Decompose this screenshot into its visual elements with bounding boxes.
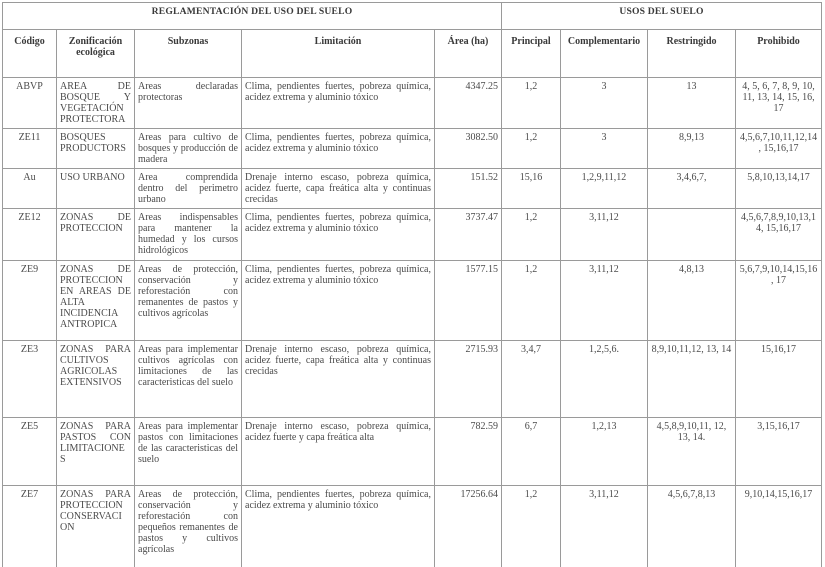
cell-zonificacion: USO URBANO bbox=[57, 169, 135, 209]
cell-limitacion: Clima, pendientes fuertes, pobreza química, acidez extrema y aluminio tóxico bbox=[242, 78, 435, 129]
cell-restringido: 4,5,6,7,8,13 bbox=[648, 486, 736, 567]
column-header-prohibido: Prohibido bbox=[736, 30, 822, 78]
column-header-limitacion: Limitación bbox=[242, 30, 435, 78]
column-header-subzonas: Subzonas bbox=[135, 30, 242, 78]
table-row bbox=[3, 209, 822, 261]
cell-principal: 6,7 bbox=[502, 418, 561, 486]
cell-area: 17256.64 bbox=[435, 486, 502, 567]
cell-area: 4347.25 bbox=[435, 78, 502, 129]
cell-complementario: 3 bbox=[561, 78, 648, 129]
cell-zonificacion: ZONAS DE PROTECCION EN AREAS DE ALTA INCIDENCIA ANTROPICA bbox=[57, 261, 135, 341]
group-header-usos: USOS DEL SUELO bbox=[502, 3, 822, 30]
cell-zonificacion: BOSQUES PRODUCTORS bbox=[57, 129, 135, 169]
table-row bbox=[3, 418, 822, 486]
column-header-principal: Principal bbox=[502, 30, 561, 78]
cell-prohibido: 4,5,6,7,8,9,10,13,14, 15,16,17 bbox=[736, 209, 822, 261]
group-header-reglamentacion: REGLAMENTACIÓN DEL USO DEL SUELO bbox=[3, 3, 502, 30]
cell-restringido: 8,9,10,11,12, 13, 14 bbox=[648, 341, 736, 418]
cell-subzonas: Areas de protección, conservación y reforestación con remanentes de pastos y cultivos agrícolas bbox=[135, 261, 242, 341]
column-header-zonificacion: Zonificación ecológica bbox=[57, 30, 135, 78]
cell-subzonas: Area comprendida dentro del perimetro urbano bbox=[135, 169, 242, 209]
cell-subzonas: Areas de protección, conservación y reforestación con pequeños remanentes de pastos y cultivos agrícolas bbox=[135, 486, 242, 567]
cell-principal: 1,2 bbox=[502, 78, 561, 129]
cell-zonificacion: ZONAS PARA CULTIVOS AGRICOLAS EXTENSIVOS bbox=[57, 341, 135, 418]
cell-codigo: ZE7 bbox=[3, 486, 57, 567]
cell-zonificacion: AREA DE BOSQUE Y VEGETACIÓN PROTECTORA bbox=[57, 78, 135, 129]
cell-area: 3082.50 bbox=[435, 129, 502, 169]
cell-restringido: 4,8,13 bbox=[648, 261, 736, 341]
cell-zonificacion: ZONAS PARA PROTECCION CONSERVACI ON bbox=[57, 486, 135, 567]
cell-limitacion: Drenaje interno escaso, pobreza química, acidez fuerte, capa freática alta y continuas crecidas bbox=[242, 341, 435, 418]
cell-complementario: 3,11,12 bbox=[561, 261, 648, 341]
cell-limitacion: Clima, pendientes fuertes, pobreza química, acidez extrema y aluminio tóxico bbox=[242, 486, 435, 567]
column-header-complementario: Complementario bbox=[561, 30, 648, 78]
cell-complementario: 3 bbox=[561, 129, 648, 169]
table-row bbox=[3, 169, 822, 209]
cell-codigo: ZE9 bbox=[3, 261, 57, 341]
cell-principal: 1,2 bbox=[502, 486, 561, 567]
cell-principal: 1,2 bbox=[502, 129, 561, 169]
cell-prohibido: 4, 5, 6, 7, 8, 9, 10, 11, 13, 14, 15, 16, 17 bbox=[736, 78, 822, 129]
cell-codigo: Au bbox=[3, 169, 57, 209]
column-header-codigo: Código bbox=[3, 30, 57, 78]
group-header-row bbox=[3, 3, 822, 30]
cell-codigo: ABVP bbox=[3, 78, 57, 129]
column-header-row bbox=[3, 30, 822, 78]
cell-codigo: ZE3 bbox=[3, 341, 57, 418]
cell-restringido: 4,5,8,9,10,11, 12, 13, 14. bbox=[648, 418, 736, 486]
cell-restringido: 13 bbox=[648, 78, 736, 129]
cell-codigo: ZE5 bbox=[3, 418, 57, 486]
cell-principal: 3,4,7 bbox=[502, 341, 561, 418]
cell-restringido: 8,9,13 bbox=[648, 129, 736, 169]
cell-principal: 15,16 bbox=[502, 169, 561, 209]
table-row bbox=[3, 486, 822, 567]
cell-limitacion: Clima, pendientes fuertes, pobreza química, acidez extrema y aluminio tóxico bbox=[242, 261, 435, 341]
table-row bbox=[3, 261, 822, 341]
cell-area: 1577.15 bbox=[435, 261, 502, 341]
column-header-restringido: Restringido bbox=[648, 30, 736, 78]
cell-subzonas: Areas para implementar cultivos agrícolas con limitaciones de las caracteristicas del suelo bbox=[135, 341, 242, 418]
cell-codigo: ZE12 bbox=[3, 209, 57, 261]
cell-limitacion: Clima, pendientes fuertes, pobreza química, acidez extrema y aluminio tóxico bbox=[242, 209, 435, 261]
table-row bbox=[3, 129, 822, 169]
column-header-area: Área (ha) bbox=[435, 30, 502, 78]
cell-zonificacion: ZONAS PARA PASTOS CON LIMITACIONE S bbox=[57, 418, 135, 486]
cell-codigo: ZE11 bbox=[3, 129, 57, 169]
cell-limitacion: Drenaje interno escaso, pobreza química, acidez fuerte y capa freática alta bbox=[242, 418, 435, 486]
cell-limitacion: Drenaje interno escaso, pobreza química, acidez fuerte, capa freática alta y continuas crecidas bbox=[242, 169, 435, 209]
cell-prohibido: 15,16,17 bbox=[736, 341, 822, 418]
cell-complementario: 1,2,5,6. bbox=[561, 341, 648, 418]
cell-prohibido: 5,8,10,13,14,17 bbox=[736, 169, 822, 209]
cell-principal: 1,2 bbox=[502, 209, 561, 261]
cell-zonificacion: ZONAS DE PROTECCION bbox=[57, 209, 135, 261]
table-row bbox=[3, 341, 822, 418]
cell-area: 2715.93 bbox=[435, 341, 502, 418]
cell-area: 3737.47 bbox=[435, 209, 502, 261]
cell-complementario: 1,2,13 bbox=[561, 418, 648, 486]
cell-prohibido: 9,10,14,15,16,17 bbox=[736, 486, 822, 567]
land-use-table bbox=[2, 2, 822, 567]
cell-subzonas: Areas para implementar pastos con limitaciones de las caracteristicas del suelo bbox=[135, 418, 242, 486]
cell-restringido: 3,4,6,7, bbox=[648, 169, 736, 209]
cell-subzonas: Areas indispensables para mantener la humedad y los cursos hidrológicos bbox=[135, 209, 242, 261]
cell-prohibido: 4,5,6,7,10,11,12,14, 15,16,17 bbox=[736, 129, 822, 169]
cell-prohibido: 3,15,16,17 bbox=[736, 418, 822, 486]
cell-principal: 1,2 bbox=[502, 261, 561, 341]
cell-restringido bbox=[648, 209, 736, 261]
cell-area: 782.59 bbox=[435, 418, 502, 486]
cell-subzonas: Areas declaradas protectoras bbox=[135, 78, 242, 129]
cell-limitacion: Clima, pendientes fuertes, pobreza química, acidez extrema y aluminio tóxico bbox=[242, 129, 435, 169]
cell-subzonas: Areas para cultivo de bosques y producción de madera bbox=[135, 129, 242, 169]
cell-complementario: 3,11,12 bbox=[561, 486, 648, 567]
table-row bbox=[3, 78, 822, 129]
cell-complementario: 3,11,12 bbox=[561, 209, 648, 261]
cell-prohibido: 5,6,7,9,10,14,15,16, 17 bbox=[736, 261, 822, 341]
cell-complementario: 1,2,9,11,12 bbox=[561, 169, 648, 209]
cell-area: 151.52 bbox=[435, 169, 502, 209]
